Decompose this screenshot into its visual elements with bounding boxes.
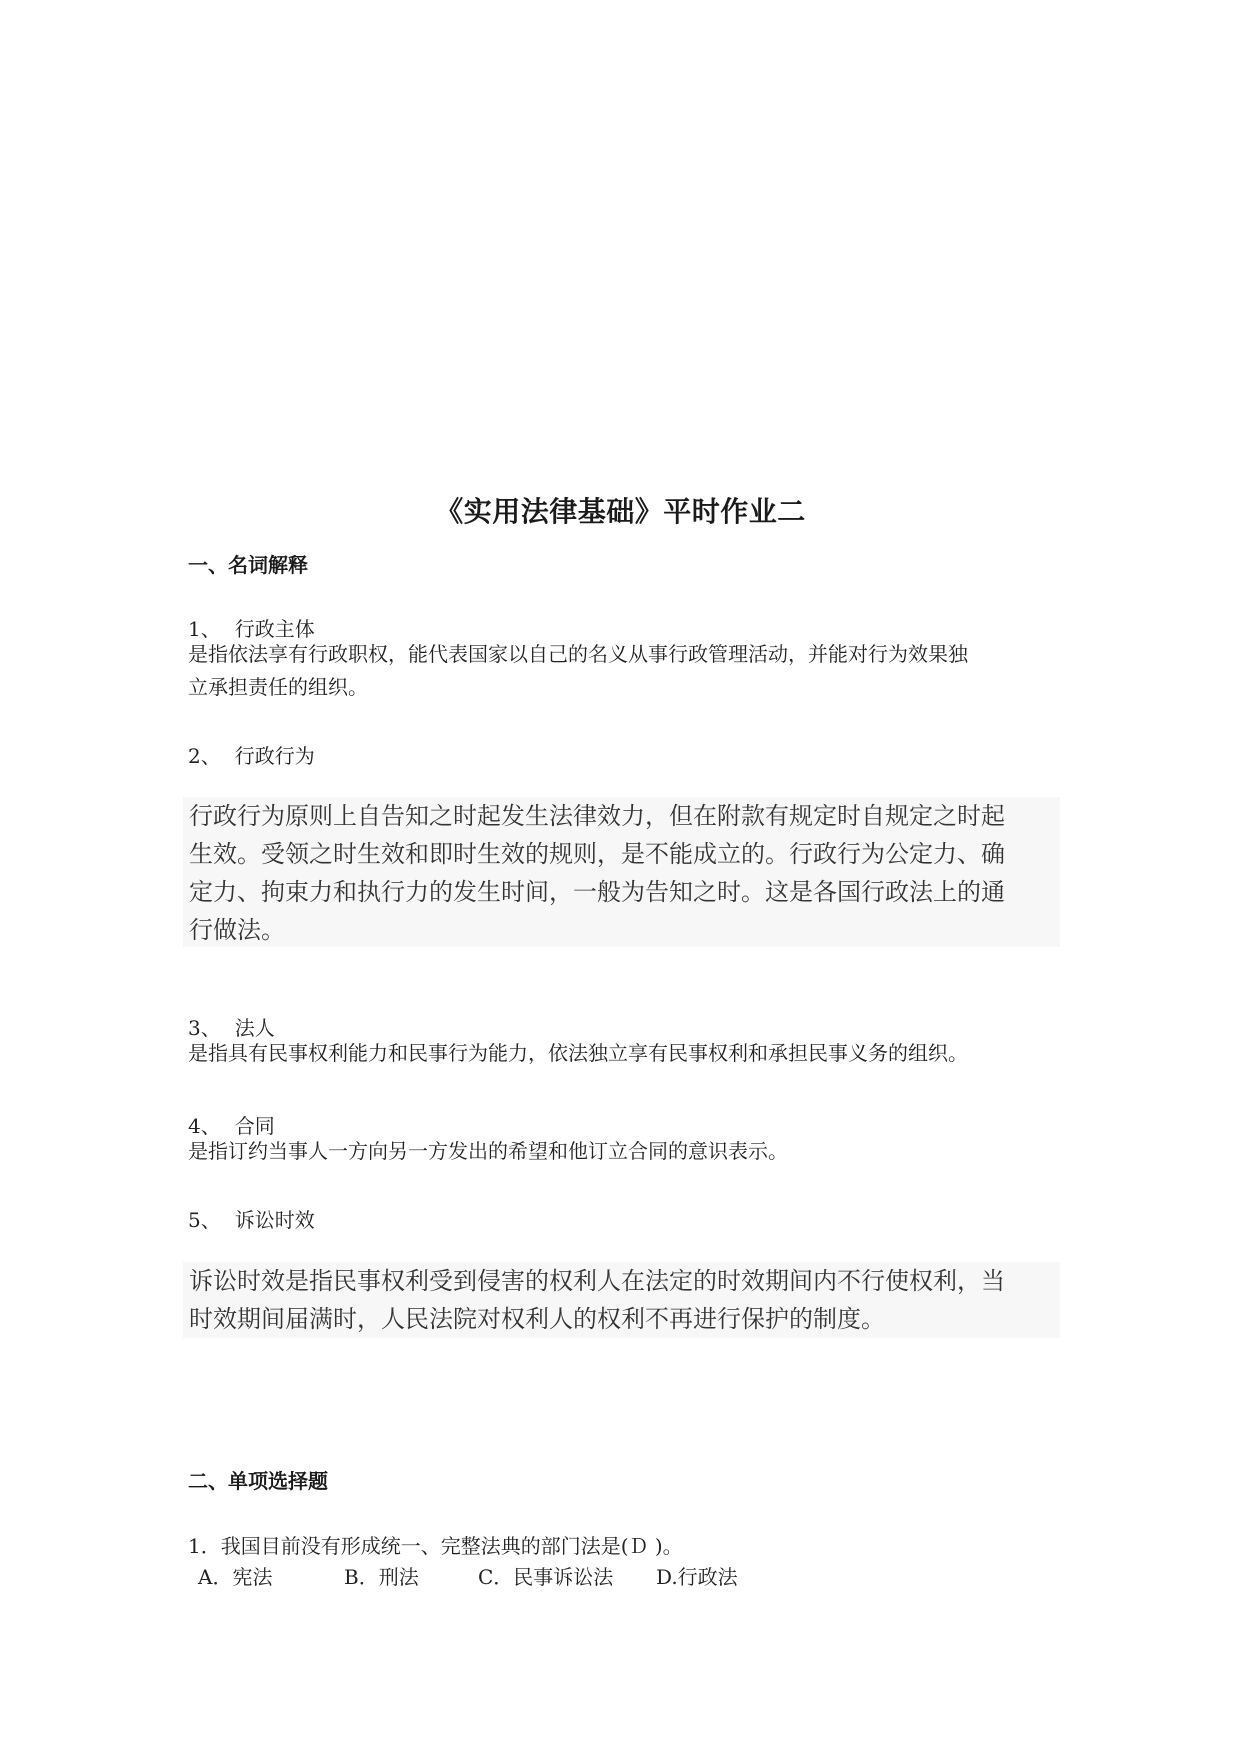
term-name: 法人 [234,1016,275,1040]
definition-line: 行政行为原则上自告知之时起发生法律效力，但在附款有规定时自规定之时起 [189,802,1005,830]
term-name: 行政行为 [234,744,315,768]
term-definition [188,638,1048,704]
highlighted-definition [183,797,1060,947]
option-c: C．民事诉讼法 [478,1565,614,1589]
term-definition [188,1037,1048,1070]
definition-line: 时效期间届满时，人民法院对权利人的权利不再进行保护的制度。 [189,1305,885,1333]
document-title: 《实用法律基础》平时作业二 [435,495,806,528]
term-name: 诉讼时效 [234,1208,315,1232]
definition-line: 是指依法享有行政职权，能代表国家以自己的名义从事行政管理活动，并能对行为效果独 [188,642,968,666]
question-text: 1．我国目前没有形成统一、完整法典的部门法是(Ｄ )。 [188,1534,683,1558]
answer-options [198,1561,738,1590]
term-number: 2、 [188,744,221,768]
section-heading-glossary: 一、名词解释 [188,553,308,577]
section-heading-single-choice: 二、单项选择题 [188,1469,328,1493]
term-number: 5、 [188,1208,221,1232]
highlighted-definition [183,1262,1060,1338]
term-heading [188,1204,315,1233]
definition-line: 诉讼时效是指民事权利受到侵害的权利人在法定的时效期间内不行使权利，当 [189,1267,1005,1295]
option-b: B．刑法 [344,1565,419,1589]
definition-line: 生效。受领之时生效和即时生效的规则，是不能成立的。行政行为公定力、确 [189,840,1005,868]
term-name: 行政主体 [234,617,315,641]
term-heading [188,740,315,769]
option-d: D.行政法 [656,1565,738,1589]
definition-line: 行做法。 [189,916,285,944]
definition-line: 定力、拘束力和执行力的发生时间，一般为告知之时。这是各国行政法上的通 [189,878,1005,906]
definition-line: 是指订约当事人一方向另一方发出的希望和他订立合同的意识表示。 [188,1139,788,1163]
definition-line: 立承担责任的组织。 [188,675,368,699]
term-name: 合同 [234,1114,275,1138]
definition-line: 是指具有民事权利能力和民事行为能力，依法独立享有民事权利和承担民事义务的组织。 [188,1041,968,1065]
term-number: 4、 [188,1114,221,1138]
term-definition [188,1135,1048,1168]
term-number: 1、 [188,617,221,641]
term-number: 3、 [188,1016,221,1040]
option-a: A．宪法 [198,1565,273,1589]
